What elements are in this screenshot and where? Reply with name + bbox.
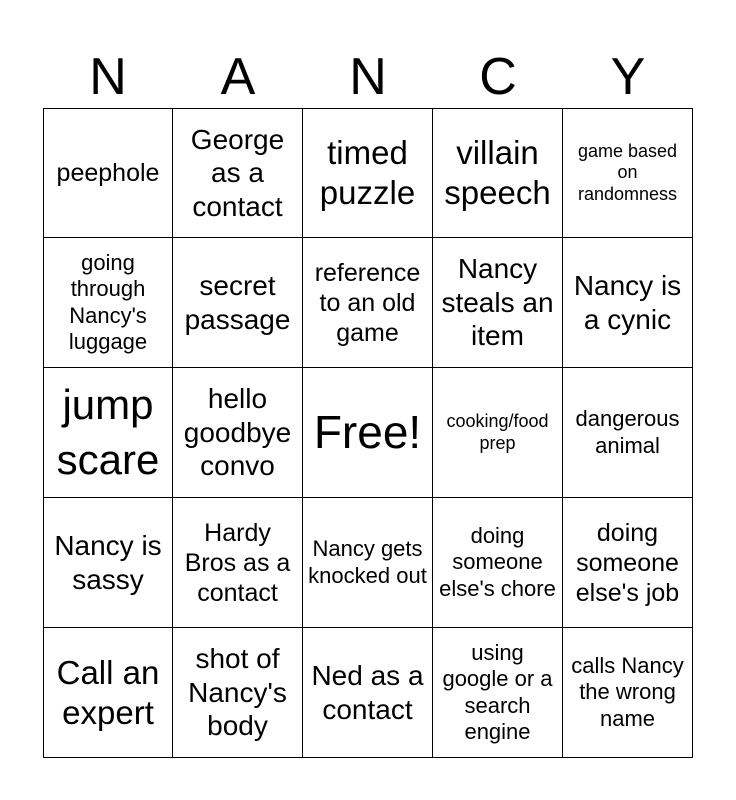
- bingo-cell[interactable]: [303, 238, 433, 368]
- bingo-cell-label: timed puzzle: [319, 134, 416, 211]
- bingo-cell-label: reference to an old game: [314, 258, 421, 347]
- bingo-cell[interactable]: [303, 628, 433, 758]
- bingo-cell[interactable]: [43, 498, 173, 628]
- bingo-cell[interactable]: [173, 628, 303, 758]
- bingo-cell[interactable]: [433, 238, 563, 368]
- bingo-cell-label: calls Nancy the wrong name: [571, 652, 684, 731]
- bingo-cell-label: shot of Nancy's body: [188, 643, 287, 742]
- bingo-cell[interactable]: [563, 238, 693, 368]
- free-space-cell[interactable]: [303, 368, 433, 498]
- free-space-label: Free!: [313, 405, 422, 458]
- bingo-cell-label: cooking/food prep: [446, 410, 549, 453]
- bingo-cell[interactable]: [433, 628, 563, 758]
- bingo-cell-label: jump scare: [56, 380, 160, 483]
- header-letter-n2: N: [349, 48, 387, 106]
- bingo-cell[interactable]: [43, 238, 173, 368]
- bingo-cell[interactable]: [433, 108, 563, 238]
- bingo-cell-label: game based on randomness: [577, 140, 678, 204]
- header-letter-a: A: [220, 48, 256, 106]
- bingo-cell-label: Nancy is a cynic: [573, 269, 682, 335]
- bingo-cell[interactable]: [43, 108, 173, 238]
- bingo-cell[interactable]: [433, 368, 563, 498]
- bingo-cell-label: Ned as a contact: [311, 659, 424, 725]
- bingo-cell-label: using google or a search engine: [442, 639, 553, 744]
- bingo-cell-label: secret passage: [184, 269, 291, 335]
- bingo-cell-label: dangerous animal: [575, 406, 680, 458]
- bingo-cell-label: peephole: [56, 159, 160, 187]
- bingo-cell[interactable]: [563, 368, 693, 498]
- bingo-cell[interactable]: [563, 628, 693, 758]
- bingo-header: [43, 40, 693, 108]
- bingo-cell[interactable]: [563, 108, 693, 238]
- bingo-cell-label: doing someone else's chore: [439, 522, 556, 601]
- bingo-cell[interactable]: [173, 238, 303, 368]
- bingo-cell[interactable]: [173, 498, 303, 628]
- bingo-cell[interactable]: [173, 368, 303, 498]
- bingo-cell-label: Hardy Bros as a contact: [184, 518, 291, 607]
- bingo-cell[interactable]: [563, 498, 693, 628]
- bingo-cell-label: hello goodbye convo: [183, 383, 292, 482]
- header-letter-y: Y: [610, 48, 646, 106]
- header-letter-n1: N: [89, 48, 127, 106]
- bingo-cell-label: Nancy is sassy: [54, 529, 162, 595]
- bingo-cell-label: Nancy steals an item: [441, 253, 554, 352]
- bingo-cell[interactable]: [43, 628, 173, 758]
- bingo-board: [43, 108, 693, 758]
- bingo-cell[interactable]: [303, 108, 433, 238]
- bingo-cell-label: going through Nancy's luggage: [68, 249, 148, 354]
- bingo-cell-label: villain speech: [444, 134, 551, 211]
- bingo-cell-label: Nancy gets knocked out: [308, 536, 427, 588]
- bingo-cell-label: Call an expert: [56, 653, 160, 731]
- header-letter-c: C: [479, 48, 517, 106]
- bingo-cell[interactable]: [43, 368, 173, 498]
- bingo-cell-label: doing someone else's job: [575, 518, 680, 607]
- bingo-cell[interactable]: [433, 498, 563, 628]
- bingo-cell[interactable]: [303, 498, 433, 628]
- bingo-cell[interactable]: [173, 108, 303, 238]
- bingo-cell-label: George as a contact: [190, 123, 285, 222]
